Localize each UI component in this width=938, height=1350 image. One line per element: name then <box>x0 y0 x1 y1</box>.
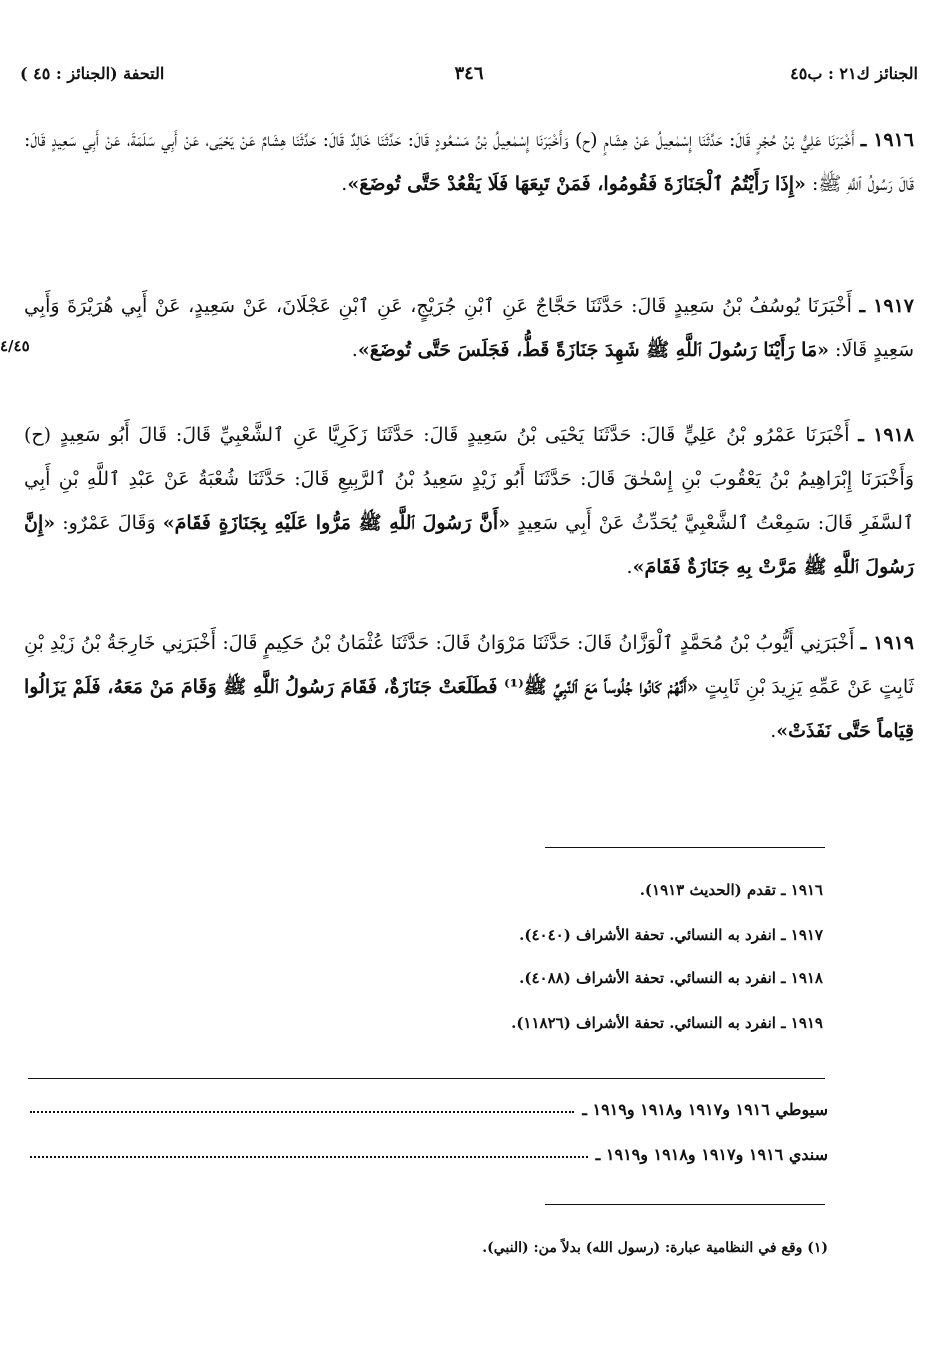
sharh-line-sindi <box>30 1145 828 1164</box>
hadith-end: . <box>341 173 348 195</box>
dotted-leader <box>30 1111 574 1113</box>
hadith-end: . <box>626 556 633 578</box>
margin-note: ٤/٤٥ <box>0 337 30 355</box>
takhrij-line: ١٩١٧ ـ انفرد به النسائي. تحفة الأشراف (٤٠٤٠). <box>519 926 823 944</box>
hadith-end: . <box>770 720 777 742</box>
hadith-matn-2: «إِنَّ رَسُولَ ٱللَّهِ ﷺ مَرَّتْ بِهِ جَنَازَةٌ فَقَامَ» <box>24 512 914 578</box>
hadith-matn: «إِذَا رَأَيْتُمُ ٱلْجَنَازَةَ فَقُومُوا، فَمَنْ تَبِعَهَا فَلَا يَقْعُدْ حَتَّى تُوضَعَ» <box>347 173 806 195</box>
footnote-divider <box>545 1204 825 1205</box>
dotted-leader <box>30 1156 588 1158</box>
sharh-line-suyuti <box>30 1100 828 1119</box>
hadith-1919 <box>24 621 914 753</box>
takhrij-divider <box>545 847 825 848</box>
hadith-matn: «أَنَّهُمْ كَانُوا جُلُوساً مَعَ ٱلنَّبِيِّ ﷺ⁽¹⁾ فَطَلَعَتْ جَنَازَةٌ، فَقَامَ رَسُولُ ٱللَّهِ ﷺ وَقَامَ مَنْ مَعَهُ، فَلَمْ يَزَالُوا قِيَاماً حَتَّى نَفَذَتْ» <box>24 676 914 742</box>
takhrij-line: ١٩١٩ ـ انفرد به النسائي. تحفة الأشراف (١١٨٢٦). <box>511 1014 823 1032</box>
hadith-number: ١٩١٧ ـ <box>859 295 914 317</box>
hadith-end: . <box>351 339 358 361</box>
sharh-label: سيوطي ١٩١٦ و١٩١٧ و١٩١٨ و١٩١٩ ـ <box>582 1100 828 1119</box>
hadith-isnad: أَخْبَرَنَا يُوسُفُ بْنُ سَعِيدٍ قَالَ: حَدَّثَنَا حَجَّاجٌ عَنِ ٱبْنِ جُرَيْجٍ، عَنِ ٱبْنِ عَجْلَانَ، عَنْ سَعِيدٍ، عَنْ أَبِي هُرَيْرَةَ وَأَبِي سَعِيدٍ قَالَا: <box>24 295 914 361</box>
hadith-number: ١٩١٦ ـ <box>860 129 915 151</box>
hadith-isnad: أَخْبَرَنَا عَلِيُّ بْنُ حُجْرٍ قَالَ: حَدَّثَنَا إِسْمٰعِيلُ عَنْ هِشَامٍ (ح) وَأَخْبَرَنَا إِسْمٰعِيلُ بْنُ مَسْعُودٍ قَالَ: حَدَّثَنَا خَالِدٌ قَالَ: حَدَّثَنَا هِشَامٌ عَنْ يَحْيَى، عَنْ أَبِي سَلَمَةَ، عَنْ أَبِي سَعِيدٍ قَالَ: قَالَ رَسُولُ ٱللَّهِ ﷺ: <box>24 129 914 195</box>
hadith-matn: «أَنَّ رَسُولَ ٱللَّهِ ﷺ مَرُّوا عَلَيْهِ بِجَنَازَةٍ فَقَامَ» <box>162 512 511 534</box>
hadith-mid: وَقَالَ عَمْرٌو: <box>55 512 163 534</box>
header-chapter-ref: الجنائز ك٢١ : ب٤٥ <box>790 63 918 83</box>
hadith-1916 <box>24 118 914 206</box>
sharh-divider <box>28 1078 825 1079</box>
hadith-isnad: أَخْبَرَنَا عَمْرُو بْنُ عَلِيٍّ قَالَ: حَدَّثَنَا يَحْيَى بْنُ سَعِيدٍ قَالَ: حَدَّثَنَا زَكَرِيَّا عَنِ ٱلشَّعْبِيِّ قَالَ: قَالَ أَبُو سَعِيدٍ (ح) وَأَخْبَرَنَا إِبْرَاهِيمُ بْنُ يَعْقُوبَ بْنِ إِسْحٰقَ قَالَ: حَدَّثَنَا أَبُو زَيْدٍ سَعِيدُ بْنُ ٱلرَّبِيعِ قَالَ: حَدَّثَنَا شُعْبَةُ عَنْ عَبْدِ ٱللَّهِ بْنِ أَبِي ٱلسَّفَرِ قَالَ: سَمِعْتُ ٱلشَّعْبِيَّ يُحَدِّثُ عَنْ أَبِي سَعِيدٍ <box>24 424 914 534</box>
takhrij-line: ١٩١٨ ـ انفرد به النسائي. تحفة الأشراف (٤٠٨٨). <box>519 969 823 987</box>
footnote: (١) وقع في النظامية عبارة: (رسول الله) بدلاً من: (النبي). <box>482 1240 828 1256</box>
hadith-isnad: أَخْبَرَنِي أَيُّوبُ بْنُ مُحَمَّدٍ ٱلْوَزَّانُ قَالَ: حَدَّثَنَا مَرْوَانُ قَالَ: حَدَّثَنَا عُثْمَانُ بْنُ حَكِيمٍ قَالَ: أَخْبَرَنِي خَارِجَةُ بْنُ زَيْدِ بْنِ ثَابِتٍ عَنْ عَمِّهِ يَزِيدَ بْنِ ثَابِتٍ <box>24 632 914 698</box>
page-number: ٣٤٦ <box>454 62 484 84</box>
hadith-1918 <box>24 413 914 589</box>
hadith-1917 <box>24 284 914 372</box>
hadith-number: ١٩١٨ ـ <box>858 424 914 446</box>
hadith-matn: «مَا رَأَيْنَا رَسُولَ ٱللَّهِ ﷺ شَهِدَ جَنَازَةً قَطُّ، فَجَلَسَ حَتَّى تُوضَعَ» <box>357 339 830 361</box>
page-header <box>20 58 918 88</box>
hadith-number: ١٩١٩ ـ <box>860 632 915 654</box>
takhrij-line: ١٩١٦ ـ تقدم (الحديث ١٩١٣). <box>639 881 823 899</box>
header-tuhfa-ref: التحفة (الجنائز : ٤٥ ) <box>20 63 165 83</box>
sharh-label: سندي ١٩١٦ و١٩١٧ و١٩١٨ و١٩١٩ ـ <box>595 1145 828 1164</box>
